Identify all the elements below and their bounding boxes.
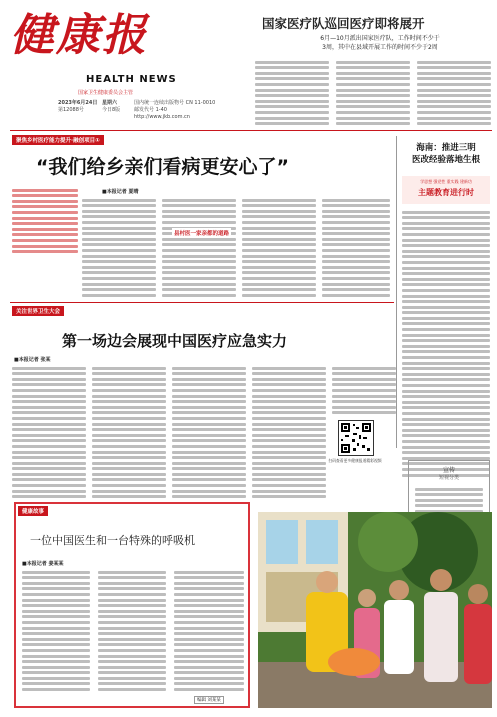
story-editor: 编辑 刘某某 — [194, 696, 224, 704]
story-headline: 一位中国医生和一台特殊的呼吸机 — [30, 534, 195, 547]
masthead-english: HEALTH NEWS — [86, 74, 177, 85]
ad-subtitle: 短视分类 — [438, 475, 459, 481]
masthead-meta — [58, 100, 246, 126]
masthead-title: 健康报 — [10, 10, 148, 61]
qr-code-graphic — [339, 421, 373, 455]
hainan-body — [402, 208, 490, 479]
news-photo — [258, 512, 492, 708]
today-pages: 今日8版 — [102, 107, 121, 113]
top-story-sub-1: 6月—10月派出国家医疗队，工作时间不少于 — [320, 35, 440, 42]
photo-scene — [258, 512, 492, 708]
hainan-headline-1: 海南：推进三明 — [416, 143, 476, 153]
qr-caption: 扫码查看更多健康报道精彩视频 — [328, 458, 382, 463]
section-rule — [10, 130, 492, 131]
issue-number: 第12088号 — [58, 107, 84, 113]
frontier-byline: ■本报记者 张某 — [14, 357, 51, 363]
issue-weekday: 星期六 — [102, 100, 118, 106]
story-box — [14, 502, 250, 708]
section-rule-2 — [10, 302, 394, 303]
qr-code[interactable] — [338, 420, 374, 456]
top-story-subhead — [270, 34, 490, 52]
rural-intro — [12, 186, 78, 256]
story-label: 健康故事 — [18, 506, 48, 516]
story-byline: ■本报记者 姜某某 — [22, 561, 64, 567]
theme-box — [402, 176, 490, 204]
issue-date: 2023年6月24日 — [58, 100, 98, 106]
story-body — [22, 568, 246, 694]
top-story-sub-2: 3周，其中在县域开展工作的时间不少于2周 — [322, 44, 438, 51]
frontier-headline: 第一场边会展现中国医疗应急实力 — [62, 332, 288, 350]
top-story-headline: 国家医疗队巡回医疗即将展开 — [262, 16, 425, 31]
theme-label: 学思想 强党性 重实践 建新功 — [420, 179, 472, 184]
rural-headline: “我们给乡亲们看病更安心了” — [36, 156, 289, 178]
theme-title: 主题教育进行时 — [418, 187, 474, 197]
rural-body — [82, 196, 392, 296]
masthead-sponsor: 国家卫生健康委员会主管 — [78, 90, 134, 96]
hainan-headline-2: 医改经验落地生根 — [411, 155, 480, 165]
rural-section-label: 聚焦乡村医疗能力提升·融创项目① — [12, 135, 104, 145]
column-divider — [396, 136, 397, 448]
ad-title: 宣传 — [442, 467, 455, 474]
top-story-body — [255, 58, 493, 124]
rural-subhead: 县村医一家亲都的道路 — [172, 228, 231, 238]
rural-byline: ■本报记者 夏晴 — [102, 189, 139, 195]
hainan-headline — [400, 142, 492, 166]
website: http://www.jkb.com.cn — [134, 114, 190, 120]
frontier-section-label: 关注世界卫生大会 — [12, 306, 64, 316]
cn-number: 国内统一连续出版物号 CN 11-0010 — [134, 100, 216, 106]
post-code: 邮发代号 1-40 — [134, 107, 167, 113]
